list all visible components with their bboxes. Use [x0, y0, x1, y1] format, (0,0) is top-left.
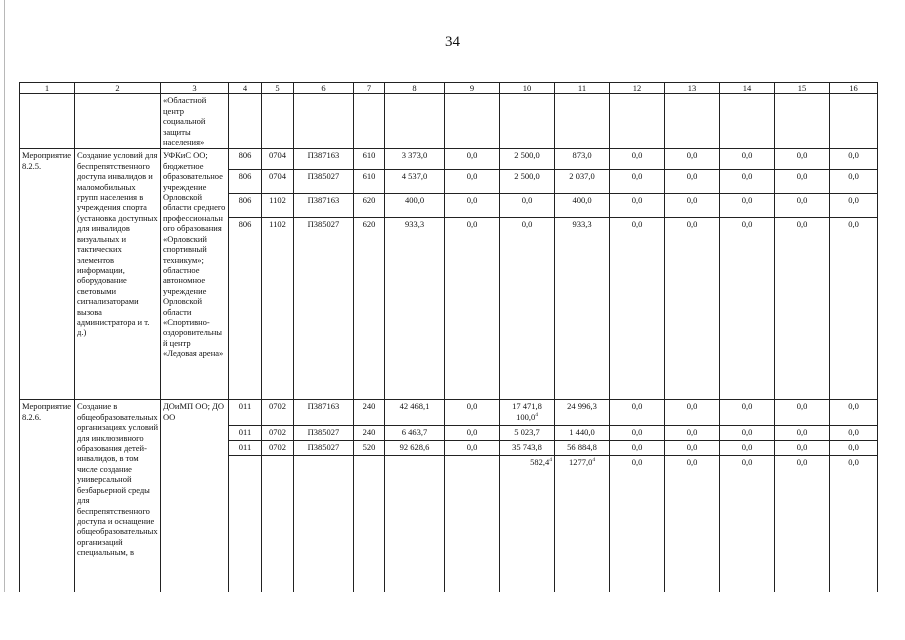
- table-cell: [262, 94, 294, 149]
- table-cell: 933,3: [385, 218, 445, 400]
- table-cell: 0,0: [610, 218, 665, 400]
- table-cell: 0,0: [720, 400, 775, 426]
- table-cell: [354, 456, 385, 596]
- table-cell: [385, 94, 445, 149]
- table-cell: [354, 94, 385, 149]
- table-cell: [294, 456, 354, 596]
- table-cell: 6 463,7: [385, 426, 445, 441]
- column-header: 5: [262, 83, 294, 94]
- table-cell: 0,0: [500, 218, 555, 400]
- table-cell: 0,0: [830, 441, 878, 456]
- table-cell: 0704: [262, 149, 294, 169]
- table-cell: 0,0: [665, 441, 720, 456]
- table-cell: 933,3: [555, 218, 610, 400]
- column-header: 6: [294, 83, 354, 94]
- table-cell: 0,0: [830, 456, 878, 596]
- column-header: 4: [229, 83, 262, 94]
- table-cell: 0,0: [445, 400, 500, 426]
- event-executor: ДОиМП ОО; ДО ОО: [161, 400, 229, 596]
- table-cell: 400,0: [385, 193, 445, 217]
- event-code: Мероприятие 8.2.6.: [20, 400, 75, 596]
- table-cell: 0702: [262, 400, 294, 426]
- table-cell: 0,0: [830, 218, 878, 400]
- table-cell: 0,0: [720, 193, 775, 217]
- column-header: 11: [555, 83, 610, 94]
- table-cell: 42 468,1: [385, 400, 445, 426]
- budget-table: [19, 82, 878, 596]
- event-description: Создание условий для беспрепятственного доступа инвалидов и маломобильных групп населения в учреждения спорта (установка доступных для инвалидов визуальных и тактических элементов информации, оборудование световыми сигнализаторами вызова администратора и т. д.): [75, 149, 161, 400]
- col10-main-value: 17 471,8: [512, 401, 542, 412]
- table-cell: 620: [354, 193, 385, 217]
- table-cell: П385027: [294, 426, 354, 441]
- table-cell: [294, 94, 354, 149]
- table-cell: [75, 94, 161, 149]
- table-cell: 0,0: [665, 218, 720, 400]
- table-cell: 0,0: [775, 441, 830, 456]
- table-cell: 5 023,7: [500, 426, 555, 441]
- col11-extra-value: 1277,0: [568, 457, 593, 468]
- table-cell-split: [500, 400, 555, 426]
- table-cell: 0,0: [775, 218, 830, 400]
- table-cell: 0,0: [720, 218, 775, 400]
- table-cell: 0704: [262, 169, 294, 193]
- table-cell: 0,0: [610, 169, 665, 193]
- table-cell: 0,0: [610, 426, 665, 441]
- col10-extra-value: 582,4: [530, 457, 550, 468]
- column-header: 10: [500, 83, 555, 94]
- table-cell: 240: [354, 426, 385, 441]
- footnote-mark: 4: [549, 457, 552, 464]
- table-cell: [445, 94, 500, 149]
- table-cell: 0,0: [445, 193, 500, 217]
- table-cell: П385027: [294, 218, 354, 400]
- table-cell: 24 996,3: [555, 400, 610, 426]
- table-cell: П387163: [294, 149, 354, 169]
- table-cell: 0,0: [665, 456, 720, 596]
- col10-sub-value: [502, 412, 552, 422]
- table-cell: [20, 94, 75, 149]
- column-header: 13: [665, 83, 720, 94]
- table-cell: 0,0: [830, 426, 878, 441]
- column-header-row: [20, 83, 878, 94]
- table-cell: 0,0: [775, 193, 830, 217]
- event-code: Мероприятие 8.2.5.: [20, 149, 75, 400]
- table-cell: 56 884,8: [555, 441, 610, 456]
- table-cell: 0,0: [610, 441, 665, 456]
- table-cell: 0,0: [445, 169, 500, 193]
- table-cell: 1 440,0: [555, 426, 610, 441]
- table-cell: 1102: [262, 218, 294, 400]
- table-cell: 0,0: [665, 193, 720, 217]
- col10-sub-amount: 100,0: [516, 411, 536, 422]
- table-cell: [775, 94, 830, 149]
- column-header: 3: [161, 83, 229, 94]
- table-cell: 2 037,0: [555, 169, 610, 193]
- event-description: Создание в общеобразовательных организациях условий для инклюзивного образования детей-инвалидов, в том числе создание универсальной безбарьерной среды для беспрепятственного доступа и оснащение общеобразовательных организаций специальным, в: [75, 400, 161, 596]
- table-cell: 240: [354, 400, 385, 426]
- table-cell: [500, 456, 555, 596]
- table-cell: 2 500,0: [500, 169, 555, 193]
- table-cell: 0,0: [830, 169, 878, 193]
- table-cell: 92 628,6: [385, 441, 445, 456]
- table-cell: 0,0: [720, 441, 775, 456]
- table-cell: 0,0: [830, 400, 878, 426]
- table-cell: 35 743,8: [500, 441, 555, 456]
- table-cell: [229, 456, 262, 596]
- table-cell: 806: [229, 193, 262, 217]
- table-cell: [830, 94, 878, 149]
- column-header: 1: [20, 83, 75, 94]
- table-cell: [500, 94, 555, 149]
- table-cell: 520: [354, 441, 385, 456]
- table-cell: 0,0: [665, 426, 720, 441]
- table-cell: [262, 456, 294, 596]
- table-cell: 0,0: [445, 149, 500, 169]
- table-cell: 011: [229, 400, 262, 426]
- table-cell: 0,0: [720, 456, 775, 596]
- table-cell: 4 537,0: [385, 169, 445, 193]
- column-header: 8: [385, 83, 445, 94]
- table-cell: 011: [229, 426, 262, 441]
- table-cell: 0,0: [775, 456, 830, 596]
- table-row: [20, 149, 878, 169]
- table-cell: 0,0: [720, 169, 775, 193]
- table-cell: 0,0: [720, 149, 775, 169]
- table-cell: 2 500,0: [500, 149, 555, 169]
- table-cell: 0,0: [445, 426, 500, 441]
- table-cell: 0,0: [665, 400, 720, 426]
- table-cell: 0,0: [610, 149, 665, 169]
- column-header: 16: [830, 83, 878, 94]
- table-cell: 0,0: [720, 426, 775, 441]
- column-header: 15: [775, 83, 830, 94]
- table-cell: 806: [229, 169, 262, 193]
- column-header: 9: [445, 83, 500, 94]
- table-cell: 0,0: [610, 456, 665, 596]
- table-cell: 610: [354, 149, 385, 169]
- table-cell: 0,0: [775, 426, 830, 441]
- event-executor: УФКиС ОО; бюджетное образовательное учреждение Орловской области среднего профессионального образования «Орловский спортивный техникум»; областное автономное учреждение Орловской области «Спортивно-оздоровительный центр «Ледовая арена»: [161, 149, 229, 400]
- footnote-mark: 4: [535, 411, 538, 418]
- table-cell: [665, 94, 720, 149]
- table-cell: П387163: [294, 400, 354, 426]
- table-cell: П385027: [294, 441, 354, 456]
- column-header: 14: [720, 83, 775, 94]
- table-cell: 011: [229, 441, 262, 456]
- column-header: 2: [75, 83, 161, 94]
- table-cell: [555, 94, 610, 149]
- table-cell: П387163: [294, 193, 354, 217]
- table-cell: 0,0: [775, 169, 830, 193]
- table-cell: 610: [354, 169, 385, 193]
- table-cell: 0,0: [775, 400, 830, 426]
- executor-cell: «Областной центр социальной защиты населения»: [161, 94, 229, 149]
- table-cell: 0702: [262, 441, 294, 456]
- table-cell: [445, 456, 500, 596]
- table-cell: 0,0: [610, 193, 665, 217]
- table-cell: 0,0: [830, 193, 878, 217]
- table-cell: [385, 456, 445, 596]
- column-header: 7: [354, 83, 385, 94]
- table-cell: [555, 456, 610, 596]
- page-left-edge: [4, 0, 5, 640]
- table-cell: 0,0: [665, 149, 720, 169]
- table-cell: П385027: [294, 169, 354, 193]
- continuation-row: [20, 94, 878, 149]
- table-cell: 873,0: [555, 149, 610, 169]
- table-cell: [229, 94, 262, 149]
- column-header: 12: [610, 83, 665, 94]
- table-cell: 0,0: [500, 193, 555, 217]
- table-cell: [610, 94, 665, 149]
- table-cell: 0,0: [445, 218, 500, 400]
- table-cell: 0,0: [610, 400, 665, 426]
- table-cell: 806: [229, 218, 262, 400]
- footnote-mark: 4: [592, 457, 596, 464]
- table-cell: 400,0: [555, 193, 610, 217]
- table-cell: 0,0: [775, 149, 830, 169]
- table-cell: 3 373,0: [385, 149, 445, 169]
- table-row: [20, 400, 878, 426]
- table-cell: 620: [354, 218, 385, 400]
- table-cell: [720, 94, 775, 149]
- table-cell: 0,0: [830, 149, 878, 169]
- table-cell: 0702: [262, 426, 294, 441]
- table-cell: 806: [229, 149, 262, 169]
- page-bottom-margin: [0, 592, 905, 640]
- table-cell: 0,0: [445, 441, 500, 456]
- table-cell: 1102: [262, 193, 294, 217]
- page-number: 34: [445, 34, 460, 50]
- table-cell: 0,0: [665, 169, 720, 193]
